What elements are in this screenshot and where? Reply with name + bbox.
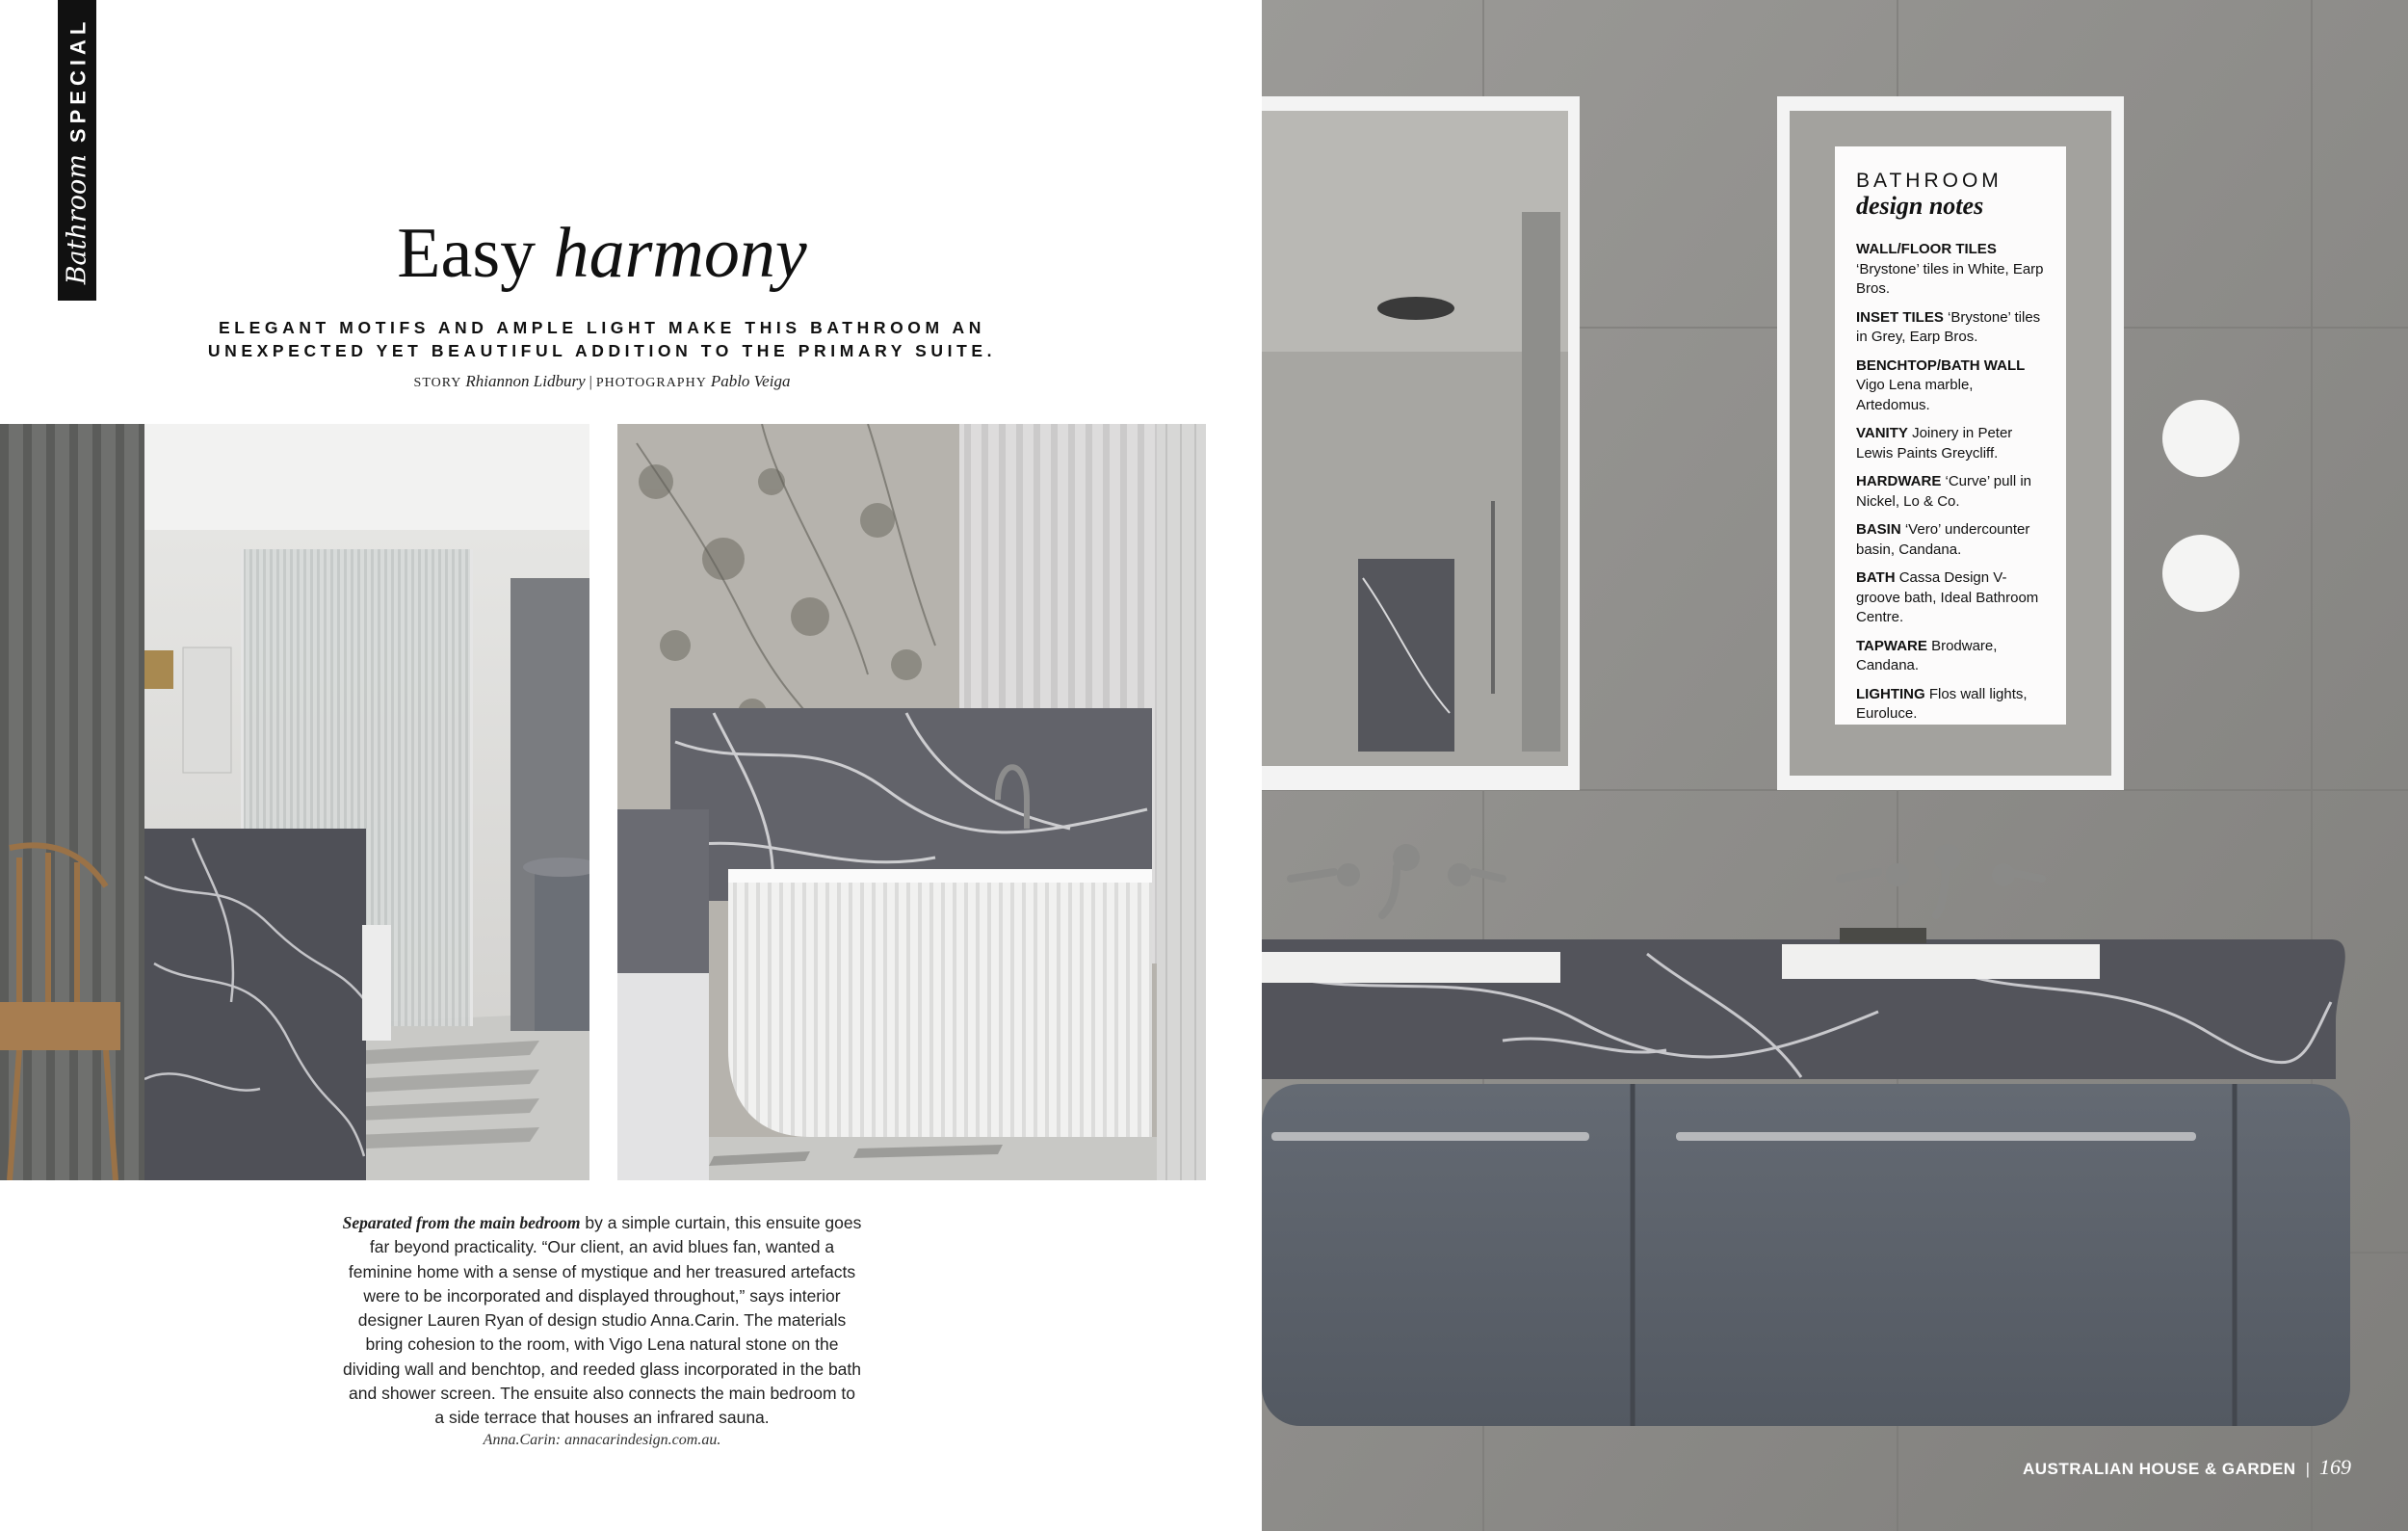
- publication-name: AUSTRALIAN HOUSE & GARDEN: [2023, 1460, 2296, 1478]
- note-text: Brodware, Candana.: [1856, 637, 1998, 674]
- photo-label: PHOTOGRAPHY: [595, 376, 707, 390]
- bath-illustration: [617, 424, 1206, 1180]
- section-kind: SPECIAL: [65, 16, 91, 143]
- note-item: [1856, 472, 2047, 512]
- note-text: ‘Brystone’ tiles in Grey, Earp Bros.: [1856, 308, 2041, 346]
- note-text: Joinery in Peter Lewis Paints Greycliff.: [1856, 425, 2013, 462]
- note-label: BASIN: [1856, 521, 1901, 539]
- story-label: STORY: [413, 376, 462, 390]
- note-label: INSET TILES: [1856, 308, 1944, 326]
- note-item: [1856, 424, 2047, 463]
- note-label: VANITY: [1856, 425, 1908, 442]
- note-label: HARDWARE: [1856, 473, 1942, 490]
- bath-photo-right: [617, 424, 1206, 1180]
- photo-name: Pablo Veiga: [710, 372, 791, 390]
- note-label: BATH: [1856, 569, 1896, 587]
- design-notes-subtitle: design notes: [1856, 192, 1984, 220]
- note-item: [1856, 356, 2047, 416]
- section-category: Bathroom: [62, 153, 92, 284]
- source-credit: Anna.Carin: annacarindesign.com.au.: [483, 1432, 721, 1448]
- headline: [0, 214, 1204, 293]
- note-item: [1856, 568, 2047, 628]
- standfirst-line-1: ELEGANT MOTIFS AND AMPLE LIGHT MAKE THIS BATHROOM AN: [219, 318, 985, 337]
- standfirst: [193, 316, 1011, 362]
- body-text: by a simple curtain, this ensuite goes far beyond practicality. “Our client, an avid blues fan, wanted a feminine home with a sense of mystique and her treasured artefacts were to be incorporated and displayed throughout,” says interior designer Lauren Ryan of design studio Anna.Carin. The materials bring cohesion to the room, with Vigo Lena natural stone on the dividing wall and benchtop, and reeded glass incorporated in the bath and shower screen. The ensuite also connects the main bedroom to a side terrace that houses an infrared sauna.: [342, 1213, 862, 1428]
- note-text: Flos wall lights, Euroluce.: [1856, 685, 2028, 723]
- note-text: ‘Curve’ pull in Nickel, Lo & Co.: [1856, 473, 2031, 510]
- note-item: [1856, 637, 2047, 676]
- body-lead: Separated from the main bedroom: [342, 1213, 581, 1232]
- design-notes-title: BATHROOM: [1856, 170, 2002, 192]
- standfirst-line-2: UNEXPECTED YET BEAUTIFUL ADDITION TO THE PRIMARY SUITE.: [207, 341, 997, 360]
- credits-separator: |: [589, 374, 592, 390]
- page-number: 169: [2318, 1455, 2351, 1479]
- note-label: TAPWARE: [1856, 637, 1927, 654]
- note-label: WALL/FLOOR TILES: [1856, 241, 1997, 258]
- story-name: Rhiannon Lidbury: [465, 372, 586, 390]
- note-item: [1856, 685, 2047, 725]
- ensuite-photo-left: [0, 424, 589, 1180]
- note-item: [1856, 520, 2047, 560]
- note-item: [1856, 308, 2047, 348]
- headline-italic: harmony: [553, 214, 807, 293]
- folio-separator: |: [2305, 1460, 2310, 1478]
- note-label: BENCHTOP/BATH WALL: [1856, 356, 2026, 374]
- note-text: Vigo Lena marble, Artedomus.: [1856, 377, 1974, 413]
- credits: [193, 372, 1011, 391]
- design-notes-box: [1835, 146, 2066, 725]
- note-label: LIGHTING: [1856, 685, 1925, 702]
- ensuite-illustration: [0, 424, 589, 1180]
- note-text: ‘Vero’ undercounter basin, Candana.: [1856, 521, 2030, 558]
- body-copy: [342, 1211, 862, 1431]
- note-item: [1856, 240, 2047, 300]
- folio: [2023, 1455, 2351, 1480]
- note-text: Cassa Design V-groove bath, Ideal Bathroom Centre.: [1856, 569, 2039, 626]
- headline-plain: Easy: [397, 214, 537, 293]
- note-text: ‘Brystone’ tiles in White, Earp Bros.: [1856, 260, 2044, 298]
